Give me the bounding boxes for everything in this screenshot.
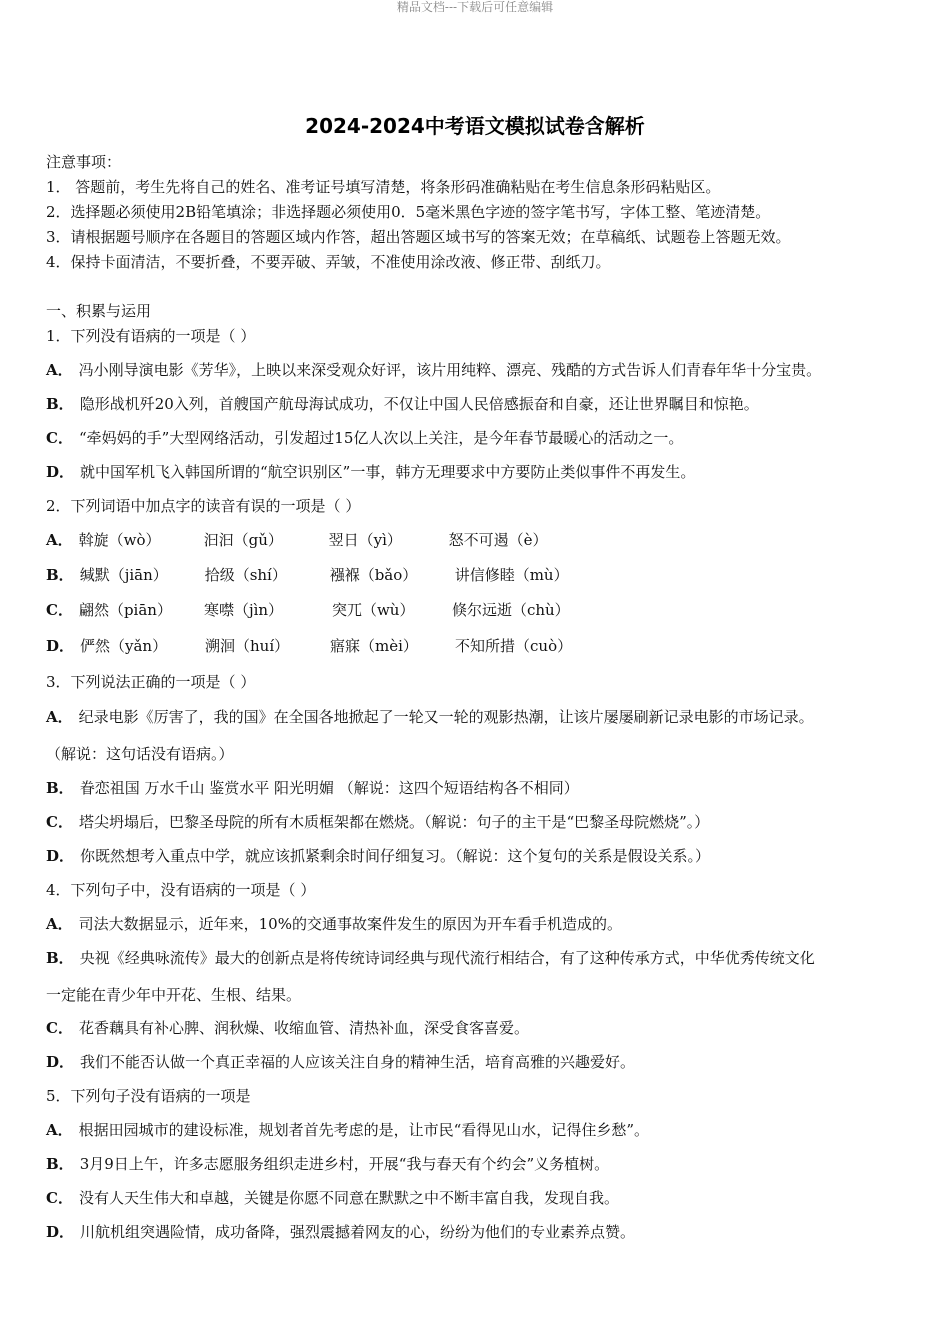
option-a (46, 530, 548, 550)
section-heading: 一、积累与运用 (46, 302, 152, 320)
option-text: 就中国军机飞入韩国所谓的“航空识别区”一事，韩方无理要求中方要防止类似事件不再发生。 (80, 463, 696, 481)
option-d (46, 462, 695, 482)
option-text: 根据田园城市的建设标准，规划者首先考虑的是，让市民“看得见山水，记得住乡愁”。 (78, 1121, 649, 1139)
option-a (46, 360, 821, 380)
page-title: 2024-2024中考语文模拟试卷含解析 (305, 114, 645, 138)
word-item: 突兀（wù） (331, 601, 415, 619)
option-letter: A． (46, 708, 73, 726)
option-letter: A． (46, 361, 73, 379)
option-b (46, 565, 569, 585)
word-item: 怒不可遏（è） (448, 531, 548, 549)
option-letter: A． (46, 531, 73, 549)
option-letter: C． (46, 601, 73, 619)
option-text: 3月9日上午，许多志愿服务组织走进乡村，开展“我与春天有个约会”义务植树。 (79, 1155, 610, 1173)
option-text: 司法大数据显示，近年来，10%的交通事故案件发生的原因为开车看手机造成的。 (78, 915, 622, 933)
option-letter: C． (46, 813, 73, 831)
notice-item: 1． 答题前，考生先将自己的姓名、准考证号填写清楚，将条形码准确粘贴在考生信息条形码粘贴区。 (46, 178, 721, 196)
option-letter: B． (46, 566, 74, 584)
notice-item: 3．请根据题号顺序在各题目的答题区域内作答，超出答题区域书写的答案无效；在草稿纸、试题卷上答题无效。 (46, 228, 791, 246)
option-text: 没有人天生伟大和卓越，关键是你愿不同意在默默之中不断丰富自我，发现自我。 (78, 1189, 619, 1207)
option-b (46, 1154, 609, 1174)
option-text: 纪录电影《厉害了，我的国》在全国各地掀起了一轮又一轮的观影热潮，让该片屡屡刷新记录电影的市场记录。 (78, 708, 814, 726)
option-letter: B． (46, 779, 74, 797)
word-item: 拾级（shí） (204, 566, 287, 584)
option-letter: A． (46, 1121, 73, 1139)
question-stem: 2．下列词语中加点字的读音有误的一项是（ ） (46, 497, 361, 515)
option-d (46, 846, 710, 866)
option-text: 冯小刚导演电影《芳华》，上映以来深受观众好评，该片用纯粹、漂亮、残酷的方式告诉人们青春年华十分宝贵。 (78, 361, 822, 379)
option-b (46, 394, 759, 414)
option-c (46, 812, 709, 832)
option-c (46, 1018, 529, 1038)
option-letter: B． (46, 395, 74, 413)
word-item: 汩汩（gǔ） (203, 531, 283, 549)
option-text: 塔尖坍塌后，巴黎圣母院的所有木质框架都在燃烧。（解说：句子的主干是“巴黎圣母院燃烧”。） (78, 813, 710, 831)
option-letter: D． (46, 1053, 75, 1071)
option-text: 眷恋祖国 万水千山 鉴赏水平 阳光明媚 （解说：这四个短语结构各不相同） (79, 779, 579, 797)
question-stem: 3．下列说法正确的一项是（ ） (46, 673, 256, 691)
option-letter: D． (46, 463, 75, 481)
option-a (46, 914, 622, 934)
option-c (46, 428, 683, 448)
option-letter: B． (46, 949, 74, 967)
option-continuation: 一定能在青少年中开花、生根、结果。 (46, 986, 302, 1004)
word-item: 襁褓（bǎo） (329, 566, 418, 584)
option-c (46, 1188, 619, 1208)
option-text: 隐形战机歼20入列，首艘国产航母海试成功，不仅让中国人民倍感振奋和自豪，还让世界瞩目和惊艳。 (79, 395, 759, 413)
option-a (46, 707, 814, 727)
word-item: 翌日（yì） (328, 531, 402, 549)
question-stem: 5．下列句子没有语病的一项是 (46, 1087, 251, 1105)
option-letter: D． (46, 637, 75, 655)
notice-item: 2．选择题必须使用2B铅笔填涂；非选择题必须使用0．5毫米黑色字迹的签字笔书写，字体工整、笔迹清楚。 (46, 203, 771, 221)
word-item: 翩然（piān） (78, 601, 172, 619)
word-item: 缄默（jiān） (79, 566, 168, 584)
option-d (46, 1222, 635, 1242)
word-item: 俨然（yǎn） (80, 637, 168, 655)
option-text: 央视《经典咏流传》最大的创新点是将传统诗词经典与现代流行相结合，有了这种传承方式，中华优秀传统文化 (79, 949, 815, 967)
word-item: 寒噤（jìn） (203, 601, 284, 619)
option-d (46, 636, 572, 656)
option-text: 花香藕具有补心脾、润秋燥、收缩血管、清热补血，深受食客喜爱。 (78, 1019, 529, 1037)
word-item: 寤寐（mèi） (330, 637, 418, 655)
question-stem: 4．下列句子中，没有语病的一项是（ ） (46, 881, 316, 899)
word-item: 不知所措（cuò） (455, 637, 573, 655)
question-stem: 1．下列没有语病的一项是（ ） (46, 327, 256, 345)
option-d (46, 1052, 635, 1072)
option-text: 我们不能否认做一个真正幸福的人应该关注自身的精神生活，培育高雅的兴趣爱好。 (80, 1053, 636, 1071)
word-item: 倏尔远逝（chù） (451, 601, 570, 619)
option-a (46, 1120, 649, 1140)
word-item: 讲信修睦（mù） (454, 566, 569, 584)
option-letter: D． (46, 1223, 75, 1241)
option-note: （解说：这句话没有语病。） (46, 745, 234, 763)
word-item: 溯洄（huí） (205, 637, 290, 655)
notice-item: 4．保持卡面清洁，不要折叠，不要弄破、弄皱，不准使用涂改液、修正带、刮纸刀。 (46, 253, 611, 271)
option-b (46, 778, 579, 798)
watermark: 精品文档---下载后可任意编辑 (396, 0, 554, 14)
option-b (46, 948, 815, 968)
option-letter: C． (46, 1189, 73, 1207)
option-letter: D． (46, 847, 75, 865)
option-letter: C． (46, 1019, 73, 1037)
word-item: 斡旋（wò） (78, 531, 161, 549)
notice-heading: 注意事项： (46, 153, 122, 171)
option-text: 川航机组突遇险情，成功备降，强烈震撼着网友的心，纷纷为他们的专业素养点赞。 (80, 1223, 636, 1241)
option-text: “牵妈妈的手”大型网络活动，引发超过15亿人次以上关注，是今年春节最暖心的活动之一。 (78, 429, 684, 447)
option-letter: A． (46, 915, 73, 933)
option-letter: B． (46, 1155, 74, 1173)
option-c (46, 600, 570, 620)
option-letter: C． (46, 429, 73, 447)
option-text: 你既然想考入重点中学，就应该抓紧剩余时间仔细复习。（解说：这个复句的关系是假设关系。） (80, 847, 711, 865)
